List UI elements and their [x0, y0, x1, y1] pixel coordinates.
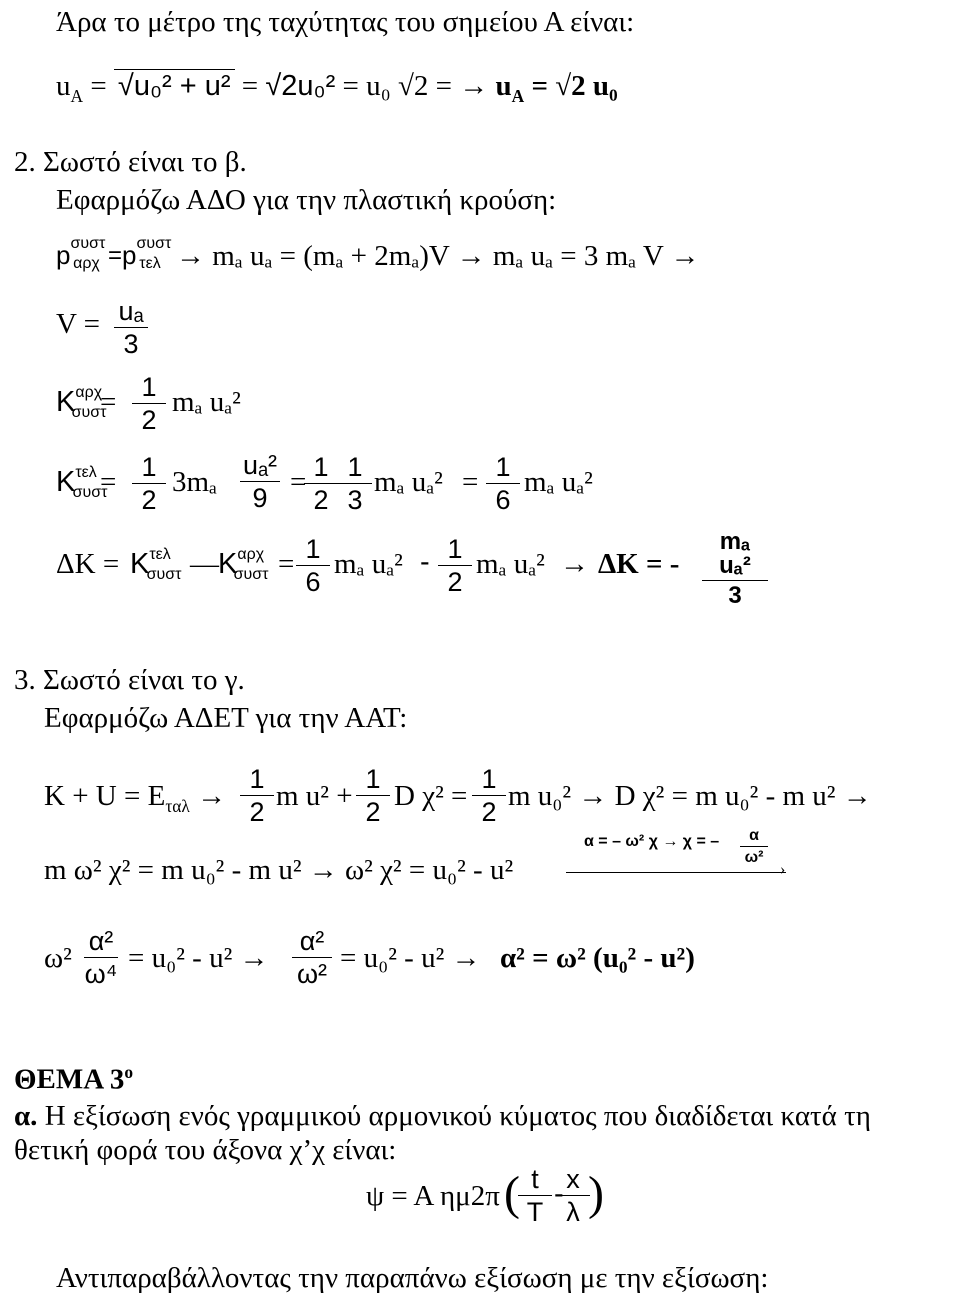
energy-line-2: m ω² χ² = m u₀² - m u² → ω² χ² = u₀² - u² — [44, 854, 514, 886]
p-arx-vector: $p^{\sigma\upsilon\sigma\tau}\alpha\rho\chi$ — [56, 235, 106, 272]
dk-result: ΔK = - — [598, 548, 680, 580]
radicand: √u₀² + u² — [114, 69, 235, 102]
p-tel-vector: $p^{\sigma\upsilon\sigma\tau}\tau\varepsilon\lambda$ — [122, 235, 172, 272]
section-3-apply: Εφαρμόζω ΑΔΕΤ για την ΑΑΤ: — [44, 702, 408, 734]
k-tel: $K^{\tau\varepsilon\lambda}_{\sigma\upsilon\sigma\tau}$ — [56, 464, 108, 501]
intro-text: Άρα το μέτρο της ταχύτητας του σημείου Α είναι: — [56, 6, 635, 38]
alpha-result: α² = ω² (u₀² - u²) — [500, 942, 695, 974]
thema-a-line: α. Η εξίσωση ενός γραμμικού αρμονικού κύματος που διαδίδεται κατά τη — [14, 1100, 871, 1132]
momentum-eq: → mₐ uₐ = (mₐ + 2mₐ)V → mₐ uₐ = 3 mₐ V → — [176, 240, 700, 272]
v-lhs: V = — [56, 308, 101, 340]
wave-equation: ψ = Α ημ2π — [366, 1180, 500, 1212]
section-2-heading: 2. Σωστό είναι το β. — [14, 146, 247, 178]
section-2-apply: Εφαρμόζω ΑΔΟ για την πλαστική κρούση: — [56, 184, 557, 216]
section-3-heading: 3. Σωστό είναι το γ. — [14, 664, 245, 696]
thema-title: ΘΕΜΑ $3^o$ — [14, 1062, 134, 1096]
thema-a-line2: θετική φορά του άξονα χ’χ είναι: — [14, 1134, 397, 1166]
k-arx: $K^{\alpha\rho\chi}_{\sigma\upsilon\sigma\tau}$ — [56, 384, 107, 421]
energy-eq: $K + U = E_{\tau\alpha\lambda}$ → — [44, 780, 227, 816]
k-arx-rhs: mₐ uₐ² — [172, 386, 241, 418]
v-fraction: uₐ 3 — [114, 298, 148, 358]
ua-equation: $u_A = √u_0^2 + u^2 = √2u_0^2 = u_0$ √2 = → $u_A = √2$ u₀ — [56, 70, 618, 106]
arrow-label: α = – ω² χ → χ = – — [584, 833, 720, 850]
omega-line: ω² — [44, 942, 72, 974]
half-fraction-1: 1 2 — [132, 374, 166, 434]
dk-result-fraction: mₐ uₐ² 3 — [702, 530, 768, 608]
dk-lhs: ΔK = — [56, 548, 120, 580]
long-arrow — [566, 872, 786, 873]
last-line: Αντιπαραβάλλοντας την παραπάνω εξίσωση με την εξίσωση: — [56, 1262, 769, 1294]
